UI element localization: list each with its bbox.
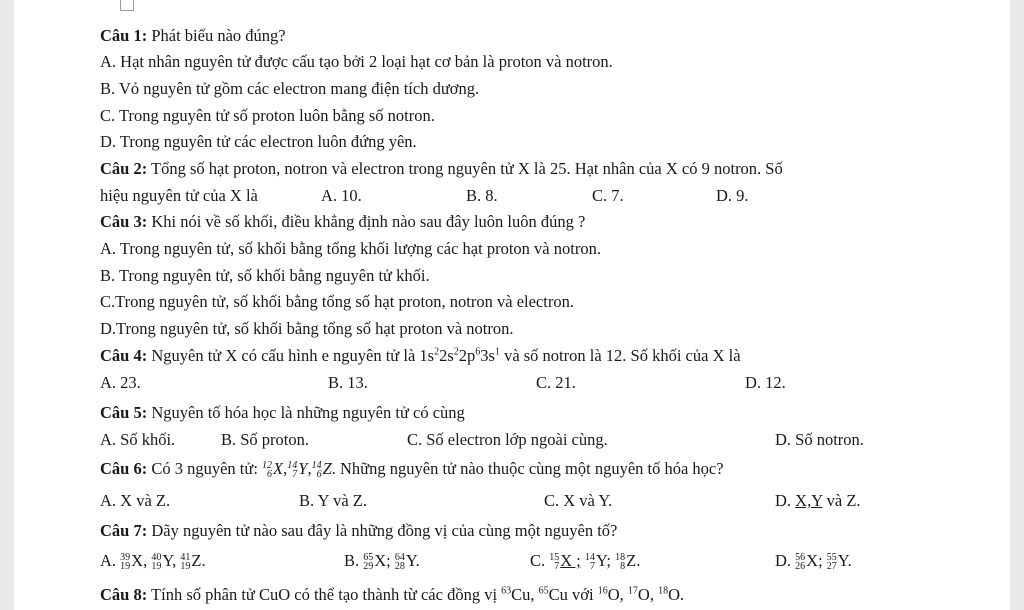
atomic-number: 26 (795, 561, 806, 573)
element-symbol: X ; (560, 551, 581, 570)
element-symbol: Y (298, 459, 308, 478)
option-3b: B. Trong nguyên tử, số khối bằng nguyên tử khối. (100, 266, 430, 285)
mass-number: 40 (151, 552, 162, 564)
question-6: Câu 6: Có 3 nguyên tử: 12 6 X, 14 7 Y, 14 6 Z. Những nguyên tử nào thuộc cùng một nguyên tố hóa học? (100, 459, 724, 481)
question-8 (100, 585, 684, 605)
atomic-number: 8 (620, 561, 626, 573)
mass-number: 55 (826, 552, 837, 564)
mass-number: 18 (615, 552, 626, 564)
electron-config-part: 2 (434, 346, 440, 358)
element-symbol: Y, (162, 551, 177, 570)
option-suffix: và Z. (822, 491, 861, 510)
mass-number: 41 (180, 552, 191, 564)
element-symbol: Y. (837, 551, 852, 570)
element-symbol: X (273, 459, 284, 478)
option-4b: B. 13. (328, 373, 368, 392)
element-symbol: Cu với (548, 585, 598, 604)
option-6c: C. X và Y. (544, 491, 613, 510)
question-label: Câu 6: (100, 459, 148, 478)
question-1 (100, 26, 286, 46)
element-symbol: X, (131, 551, 148, 570)
option-2a: A. 10. (321, 186, 362, 205)
option-5d: D. Số notron. (775, 430, 864, 449)
element-symbol: Y; (596, 551, 612, 570)
element-symbol: O, (637, 585, 659, 604)
mass-number: 63 (501, 585, 512, 597)
question-2-text2: hiệu nguyên tử của X là (100, 186, 258, 205)
option-6a: A. X và Z. (100, 491, 171, 510)
option-prefix: B. (344, 551, 360, 570)
atomic-number: 27 (826, 561, 837, 573)
option-6d (775, 491, 861, 511)
mass-number: 14 (287, 460, 298, 472)
option-1b: B. Vỏ nguyên tử gồm các electron mang điện tích dương. (100, 79, 480, 98)
option-2b: B. 8. (466, 186, 498, 205)
electron-config-part: 2p (458, 346, 476, 365)
question-text: Dãy nguyên tử nào sau đây là những đồng vị của cùng một nguyên tố? (147, 521, 618, 540)
option-1c: C. Trong nguyên tử số proton luôn bằng số notron. (100, 106, 435, 125)
option-3d: D.Trong nguyên tử, số khối bằng tổng số hạt proton và notron. (100, 319, 514, 338)
option-5a: A. Số khối. (100, 430, 176, 449)
atomic-number: 6 (316, 469, 322, 481)
mass-number: 56 (795, 552, 806, 564)
mass-number: 17 (627, 585, 638, 597)
element-symbol: Y. (405, 551, 420, 570)
question-7 (100, 521, 617, 541)
element-symbol: X; (374, 551, 391, 570)
atomic-number: 7 (554, 561, 560, 573)
question-4 (100, 346, 741, 366)
option-7b (344, 551, 420, 571)
atomic-number: 19 (151, 561, 162, 573)
atomic-number: 28 (394, 561, 405, 573)
isotope-z (312, 459, 332, 479)
mass-number: 18 (658, 585, 669, 597)
mass-number: 16 (597, 585, 608, 597)
mass-number: 65 (538, 585, 549, 597)
atomic-number: 19 (120, 561, 131, 573)
option-4d: D. 12. (745, 373, 786, 392)
question-label: Câu 3: (100, 212, 148, 231)
mass-number: 64 (394, 552, 405, 564)
question-5 (100, 403, 465, 423)
mass-number: 15 (549, 552, 560, 564)
option-2c: C. 7. (592, 186, 624, 205)
question-text: Có 3 nguyên tử: (147, 459, 258, 478)
underlined-text: X,Y (795, 491, 823, 510)
mass-number: 14 (585, 552, 596, 564)
mass-number: 14 (311, 460, 322, 472)
atomic-number: 29 (363, 561, 374, 573)
question-text: Tổng số hạt proton, notron và electron trong nguyên tử X là 25. Hạt nhân của X có 9 notron. Số (147, 159, 783, 178)
option-7a (100, 551, 206, 571)
option-7c (530, 551, 640, 571)
option-3c: C.Trong nguyên tử, số khối bằng tổng số hạt proton, notron và electron. (100, 292, 574, 311)
mass-number: 39 (120, 552, 131, 564)
element-symbol: O. (668, 585, 685, 604)
option-5c: C. Số electron lớp ngoài cùng. (407, 430, 608, 449)
element-symbol: Z. (626, 551, 641, 570)
element-symbol: Cu, (511, 585, 539, 604)
question-text: Phát biểu nào đúng? (147, 26, 286, 45)
electron-config-part: 3s (480, 346, 495, 365)
option-1d: D. Trong nguyên tử các electron luôn đứng yên. (100, 132, 417, 151)
option-1a: A. Hạt nhân nguyên tử được cấu tạo bởi 2 loại hạt cơ bản là proton và notron. (100, 52, 613, 71)
question-label: Câu 4: (100, 346, 148, 365)
electron-config-part: 2 (453, 346, 459, 358)
question-label: Câu 2: (100, 159, 148, 178)
atomic-number: 19 (180, 561, 191, 573)
option-prefix: D. (775, 551, 792, 570)
electron-config-part: 2s (439, 346, 454, 365)
mass-number: 12 (262, 460, 273, 472)
question-text: . Những nguyên tử nào thuộc cùng một nguyên tố hóa học? (331, 459, 724, 478)
option-6b: B. Y và Z. (299, 491, 367, 510)
question-2 (100, 159, 783, 179)
option-7d (775, 551, 852, 571)
option-4c: C. 21. (536, 373, 576, 392)
question-text: Nguyên tố hóa học là những nguyên tử có cùng (147, 403, 465, 422)
question-text: Khi nói về số khối, điều khẳng định nào sau đây luôn luôn đúng ? (147, 212, 586, 231)
element-symbol: Z (322, 459, 332, 478)
question-label: Câu 7: (100, 521, 148, 540)
option-4a: A. 23. (100, 373, 141, 392)
option-2d: D. 9. (716, 186, 749, 205)
page-corner-mark (120, 0, 134, 11)
atomic-number: 6 (267, 469, 273, 481)
question-3 (100, 212, 585, 232)
element-symbol: O, (607, 585, 628, 604)
question-label: Câu 5: (100, 403, 148, 422)
mass-number: 65 (363, 552, 374, 564)
question-text: Nguyên tử X có cấu hình e nguyên tử là 1s (147, 346, 435, 365)
isotope-y (287, 459, 307, 479)
option-prefix: D. (775, 491, 796, 510)
document-page (14, 0, 1010, 610)
question-text: và số notron là 12. Số khối của X là (499, 346, 741, 365)
question-label: Câu 1: (100, 26, 148, 45)
atomic-number: 7 (292, 469, 298, 481)
option-prefix: C. (530, 551, 546, 570)
option-3a: A. Trong nguyên tử, số khối bằng tổng khối lượng các hạt proton và notron. (100, 239, 601, 258)
electron-config-part: 6 (475, 346, 481, 358)
atomic-number: 7 (590, 561, 596, 573)
element-symbol: Z. (191, 551, 206, 570)
question-text: Tính số phân tử CuO có thể tạo thành từ các đồng vị (147, 585, 502, 604)
option-5b: B. Số proton. (221, 430, 310, 449)
electron-config-part: 1 (494, 346, 500, 358)
question-label: Câu 8: (100, 585, 148, 604)
option-prefix: A. (100, 551, 117, 570)
isotope-x (262, 459, 283, 479)
element-symbol: X; (806, 551, 823, 570)
